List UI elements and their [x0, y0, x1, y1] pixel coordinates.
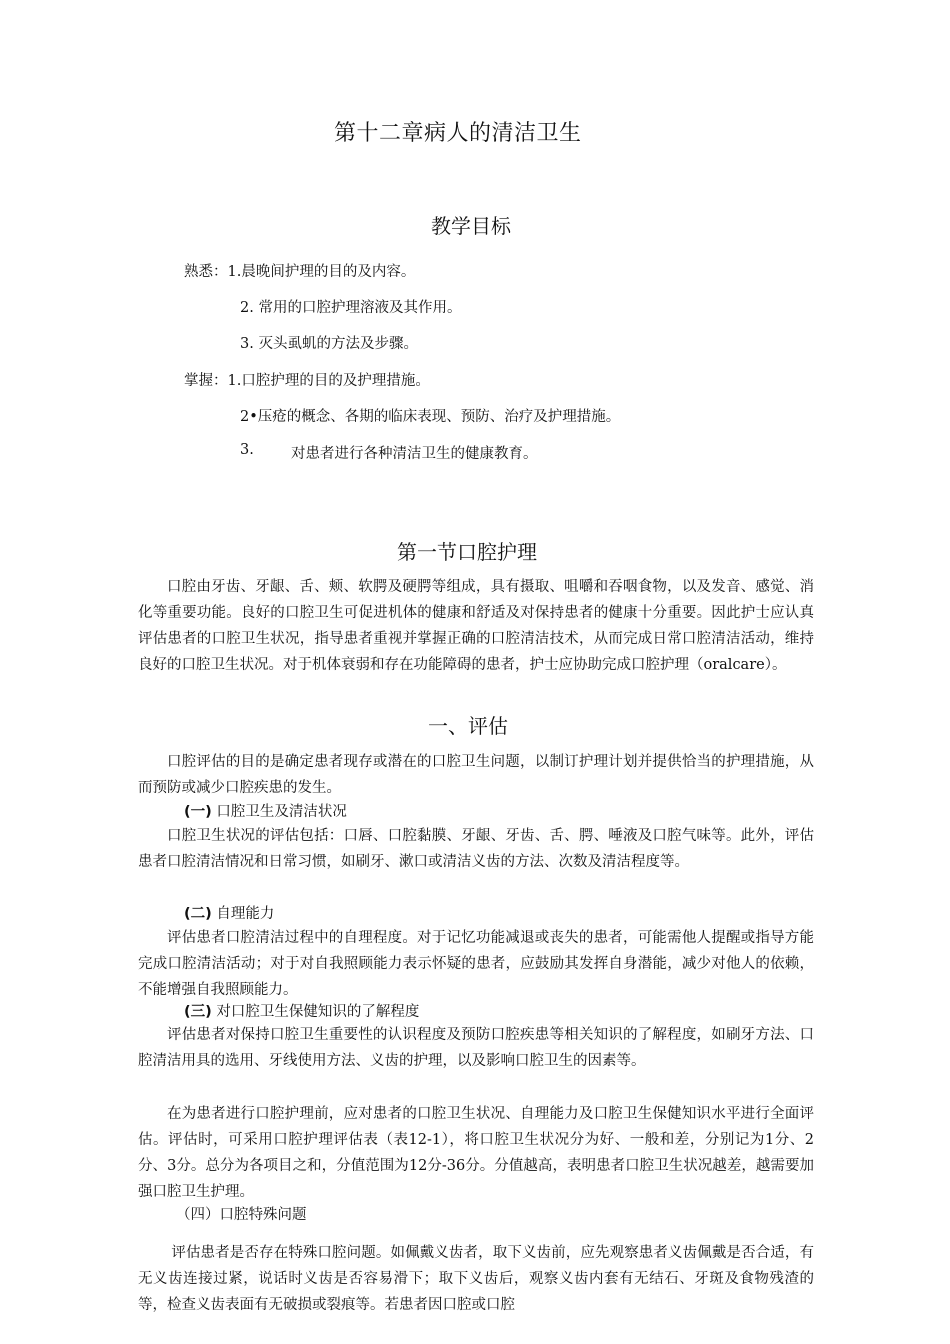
master-item-2: 2•压疮的概念、各期的临床表现、预防、治疗及护理措施。 — [240, 409, 621, 425]
section-heading: 第一节口腔护理 — [397, 540, 537, 564]
master-item-3-text: 对患者进行各种清洁卫生的健康教育。 — [291, 446, 538, 462]
sub1-number: (一) — [184, 804, 212, 820]
sub2-paragraph: 评估患者口腔清洁过程中的自理程度。对于记忆功能减退或丧失的患者，可能需他人提醒或指导方能完成口腔清洁活动；对于对自我照顾能力表示怀疑的患者，应鼓励其发挥自身潜能，减少对他人的依赖，不能增强自我照顾能力。 — [138, 930, 814, 998]
sub1-title: 口腔卫生及清洁状况 — [216, 804, 347, 820]
sub3-body — [138, 1022, 814, 1074]
master-text-1: 1.口腔护理的目的及护理措施。 — [227, 373, 430, 389]
assess-intro-paragraph: 口腔评估的目的是确定患者现存或潜在的口腔卫生问题，以制订护理计划并提供恰当的护理措施，从而预防或减少口腔疾患的发生。 — [138, 754, 814, 796]
sub2-body — [138, 925, 814, 1003]
familiar-item-1 — [184, 260, 415, 281]
familiar-item-2: 2. 常用的口腔护理溶液及其作用。 — [240, 300, 462, 316]
sub2-title: 自理能力 — [216, 906, 275, 922]
sub4-body — [138, 1240, 814, 1344]
sub3-number: (三) — [184, 1004, 212, 1020]
sub2-heading — [184, 902, 274, 923]
master-item-1 — [184, 369, 430, 390]
section-intro — [138, 574, 814, 678]
sub3-heading — [184, 1000, 419, 1021]
sub3-paragraph: 评估患者对保持口腔卫生重要性的认识程度及预防口腔疾患等相关知识的了解程度，如刷牙方法、口腔清洁用具的选用、牙线使用方法、义齿的护理，以及影响口腔卫生的因素等。 — [138, 1027, 814, 1069]
sub1-body — [138, 823, 814, 875]
intro-paragraph: 口腔由牙齿、牙龈、舌、颊、软腭及硬腭等组成，具有摄取、咀嚼和吞咽食物，以及发音、感觉、消化等重要功能。良好的口腔卫生可促进机体的健康和舒适及对保持患者的健康十分重要。因此护士应认真评估患者的口腔卫生状况，指导患者重视并掌握正确的口腔清洁技术，从而完成日常口腔清洁活动，维持良好的口腔卫生状况。对于机体衰弱和存在功能障碍的患者，护士应协助完成口腔护理（oralcare）。 — [138, 579, 814, 673]
sub1-paragraph: 口腔卫生状况的评估包括：口唇、口腔黏膜、牙龈、牙齿、舌、腭、唾液及口腔气味等。此外，评估患者口腔清洁情况和日常习惯，如刷牙、漱口或清洁义齿的方法、次数及清洁程度等。 — [138, 828, 814, 870]
sub4-heading: （四）口腔特殊问题 — [176, 1207, 307, 1223]
assess-intro — [138, 749, 814, 801]
master-label: 掌握： — [184, 373, 228, 389]
sub1-heading — [184, 800, 347, 821]
sub2-number: (二) — [184, 906, 212, 922]
master-item-3-num: 3. — [240, 442, 254, 458]
assess-heading: 一、评估 — [428, 714, 508, 738]
familiar-label: 熟悉： — [184, 264, 228, 280]
familiar-text-1: 1.晨晚间护理的目的及内容。 — [227, 264, 416, 280]
overall-body — [138, 1101, 814, 1205]
overall-paragraph: 在为患者进行口腔护理前，应对患者的口腔卫生状况、自理能力及口腔卫生保健知识水平进行全面评估。评估时，可采用口腔护理评估表（表12-1），将口腔卫生状况分为好、一般和差，分别记为1分、2分、3分。总分为各项目之和，分值范围为12分-36分。分值越高，表明患者口腔卫生状况越差，越需要加强口腔卫生护理。 — [138, 1106, 814, 1200]
familiar-item-3: 3. 灭头虱虮的方法及步骤。 — [240, 336, 418, 352]
chapter-title: 第十二章病人的清洁卫生 — [334, 121, 582, 146]
sub3-title: 对口腔卫生保健知识的了解程度 — [216, 1004, 420, 1020]
objectives-heading: 教学目标 — [431, 214, 511, 238]
sub4-paragraph: 评估患者是否存在特殊口腔问题。如佩戴义齿者，取下义齿前，应先观察患者义齿佩戴是否合适，有无义齿连接过紧，说话时义齿是否容易滑下；取下义齿后，观察义齿内套有无结石、牙斑及食物残渣的等，检查义齿表面有无破损或裂痕等。若患者因口腔或口腔 — [138, 1245, 814, 1313]
